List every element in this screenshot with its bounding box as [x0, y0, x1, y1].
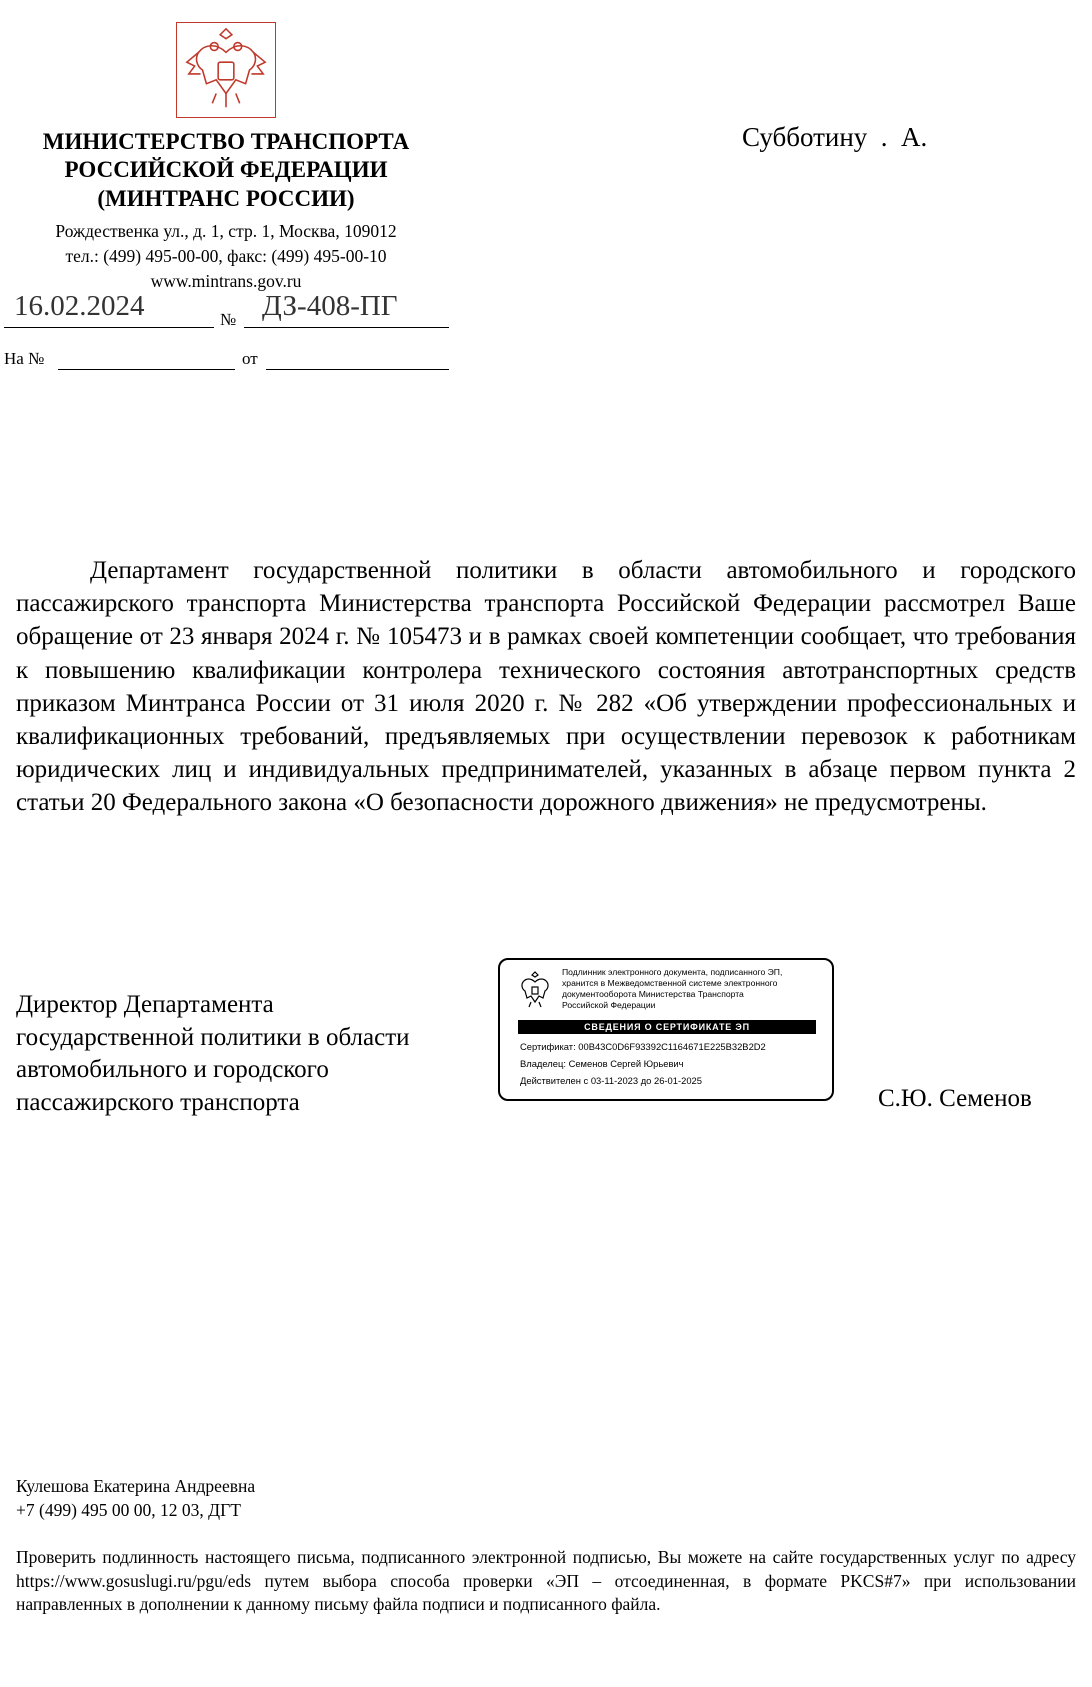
- stamp-emblem-icon: [516, 970, 554, 1010]
- website-line: www.mintrans.gov.ru: [150, 271, 302, 291]
- certificate-owner: Владелец: Семенов Сергей Юрьевич: [520, 1058, 684, 1069]
- signatory-title: [16, 989, 486, 1119]
- org-name-line-1: МИНИСТЕРСТВО ТРАНСПОРТА: [42, 129, 410, 154]
- org-name-line-3: (МИНТРАНС РОССИИ): [97, 186, 355, 211]
- signatory-title-line: государственной политики в области: [16, 1023, 410, 1051]
- address-line: Рождественка ул., д. 1, стр. 1, Москва, 109012: [55, 221, 397, 241]
- certificate-serial: Сертификат: 00B43C0D6F93392C1164671E225B32B2D2: [520, 1041, 766, 1052]
- signature-verification-note: Проверить подлинность настоящего письма, подписанного электронной подписью, Вы можете на сайте государственных услуг по адресу https://www.gosuslugi.ru/pgu/eds путем выбора способа проверки «ЭП – отсоединенная, в формате PKCS#7» при использовании направленных в дополнении к данному письму файла подписи и подписанного файла.: [16, 1547, 1076, 1614]
- reference-number-label: На №: [4, 349, 45, 368]
- date-underline: [4, 327, 214, 328]
- org-name-line-2: РОССИЙСКОЙ ФЕДЕРАЦИИ: [64, 157, 388, 182]
- electronic-signature-stamp: [498, 958, 834, 1101]
- document-date: 16.02.2024: [14, 290, 145, 322]
- signatory-title-line: автомобильного и городского: [16, 1056, 329, 1083]
- executor-info: [16, 1474, 255, 1522]
- reference-date-blank: [266, 369, 449, 370]
- reference-from-label: от: [242, 349, 258, 368]
- phone-fax-line: тел.: (499) 495-00-00, факс: (499) 495-00-10: [65, 246, 387, 266]
- signatory-title-line: Директор Департамента: [16, 991, 274, 1018]
- number-sign: №: [220, 310, 237, 329]
- recipient: Субботину . А.: [742, 122, 928, 152]
- coat-of-arms-emblem: [176, 22, 276, 118]
- executor-name: Кулешова Екатерина Андреевна: [16, 1476, 256, 1496]
- certificate-validity: Действителен с 03-11-2023 до 26-01-2025: [520, 1075, 702, 1086]
- stamp-header: [562, 967, 826, 1011]
- executor-phone: +7 (499) 495 00 00, 12 03, ДГТ: [16, 1500, 241, 1520]
- letter-body: Департамент государственной политики в области автомобильного и городского пассажирского транспорта Министерства транспорта Российской Федерации рассмотрел Ваше обращение от 23 января 2024 г. № 105473 и в рамках своей компетенции сообщает, что требования к повышению квалификации контролера технического состояния автотранспортных средств приказом Минтранса России от 31 июля 2020 г. № 282 «Об утверждении профессиональных и квалификационных требований, предъявляемых при осуществлении перевозок к работникам юридических лиц и индивидуальных предпринимателей, указанных в абзаце первом пункта 2 статьи 20 Федерального закона «О безопасности дорожного движения» не предусмотрены.: [16, 557, 1076, 817]
- document-number: ДЗ-408-ПГ: [262, 290, 398, 322]
- double-headed-eagle-icon: [177, 23, 275, 117]
- stamp-header-line: хранится в Межведомственной системе электронного: [562, 978, 778, 988]
- certificate-info-bar: СВЕДЕНИЯ О СЕРТИФИКАТЕ ЭП: [518, 1020, 816, 1034]
- number-underline: [244, 327, 449, 328]
- stamp-header-line: документооборота Министерства Транспорта: [562, 989, 744, 999]
- stamp-header-line: Подлинник электронного документа, подписанного ЭП,: [562, 967, 783, 977]
- stamp-header-line: Российской Федерации: [562, 1000, 656, 1010]
- signatory-name: С.Ю. Семенов: [878, 1085, 1032, 1112]
- reference-number-blank: [58, 369, 235, 370]
- signatory-title-line: пассажирского транспорта: [16, 1088, 300, 1116]
